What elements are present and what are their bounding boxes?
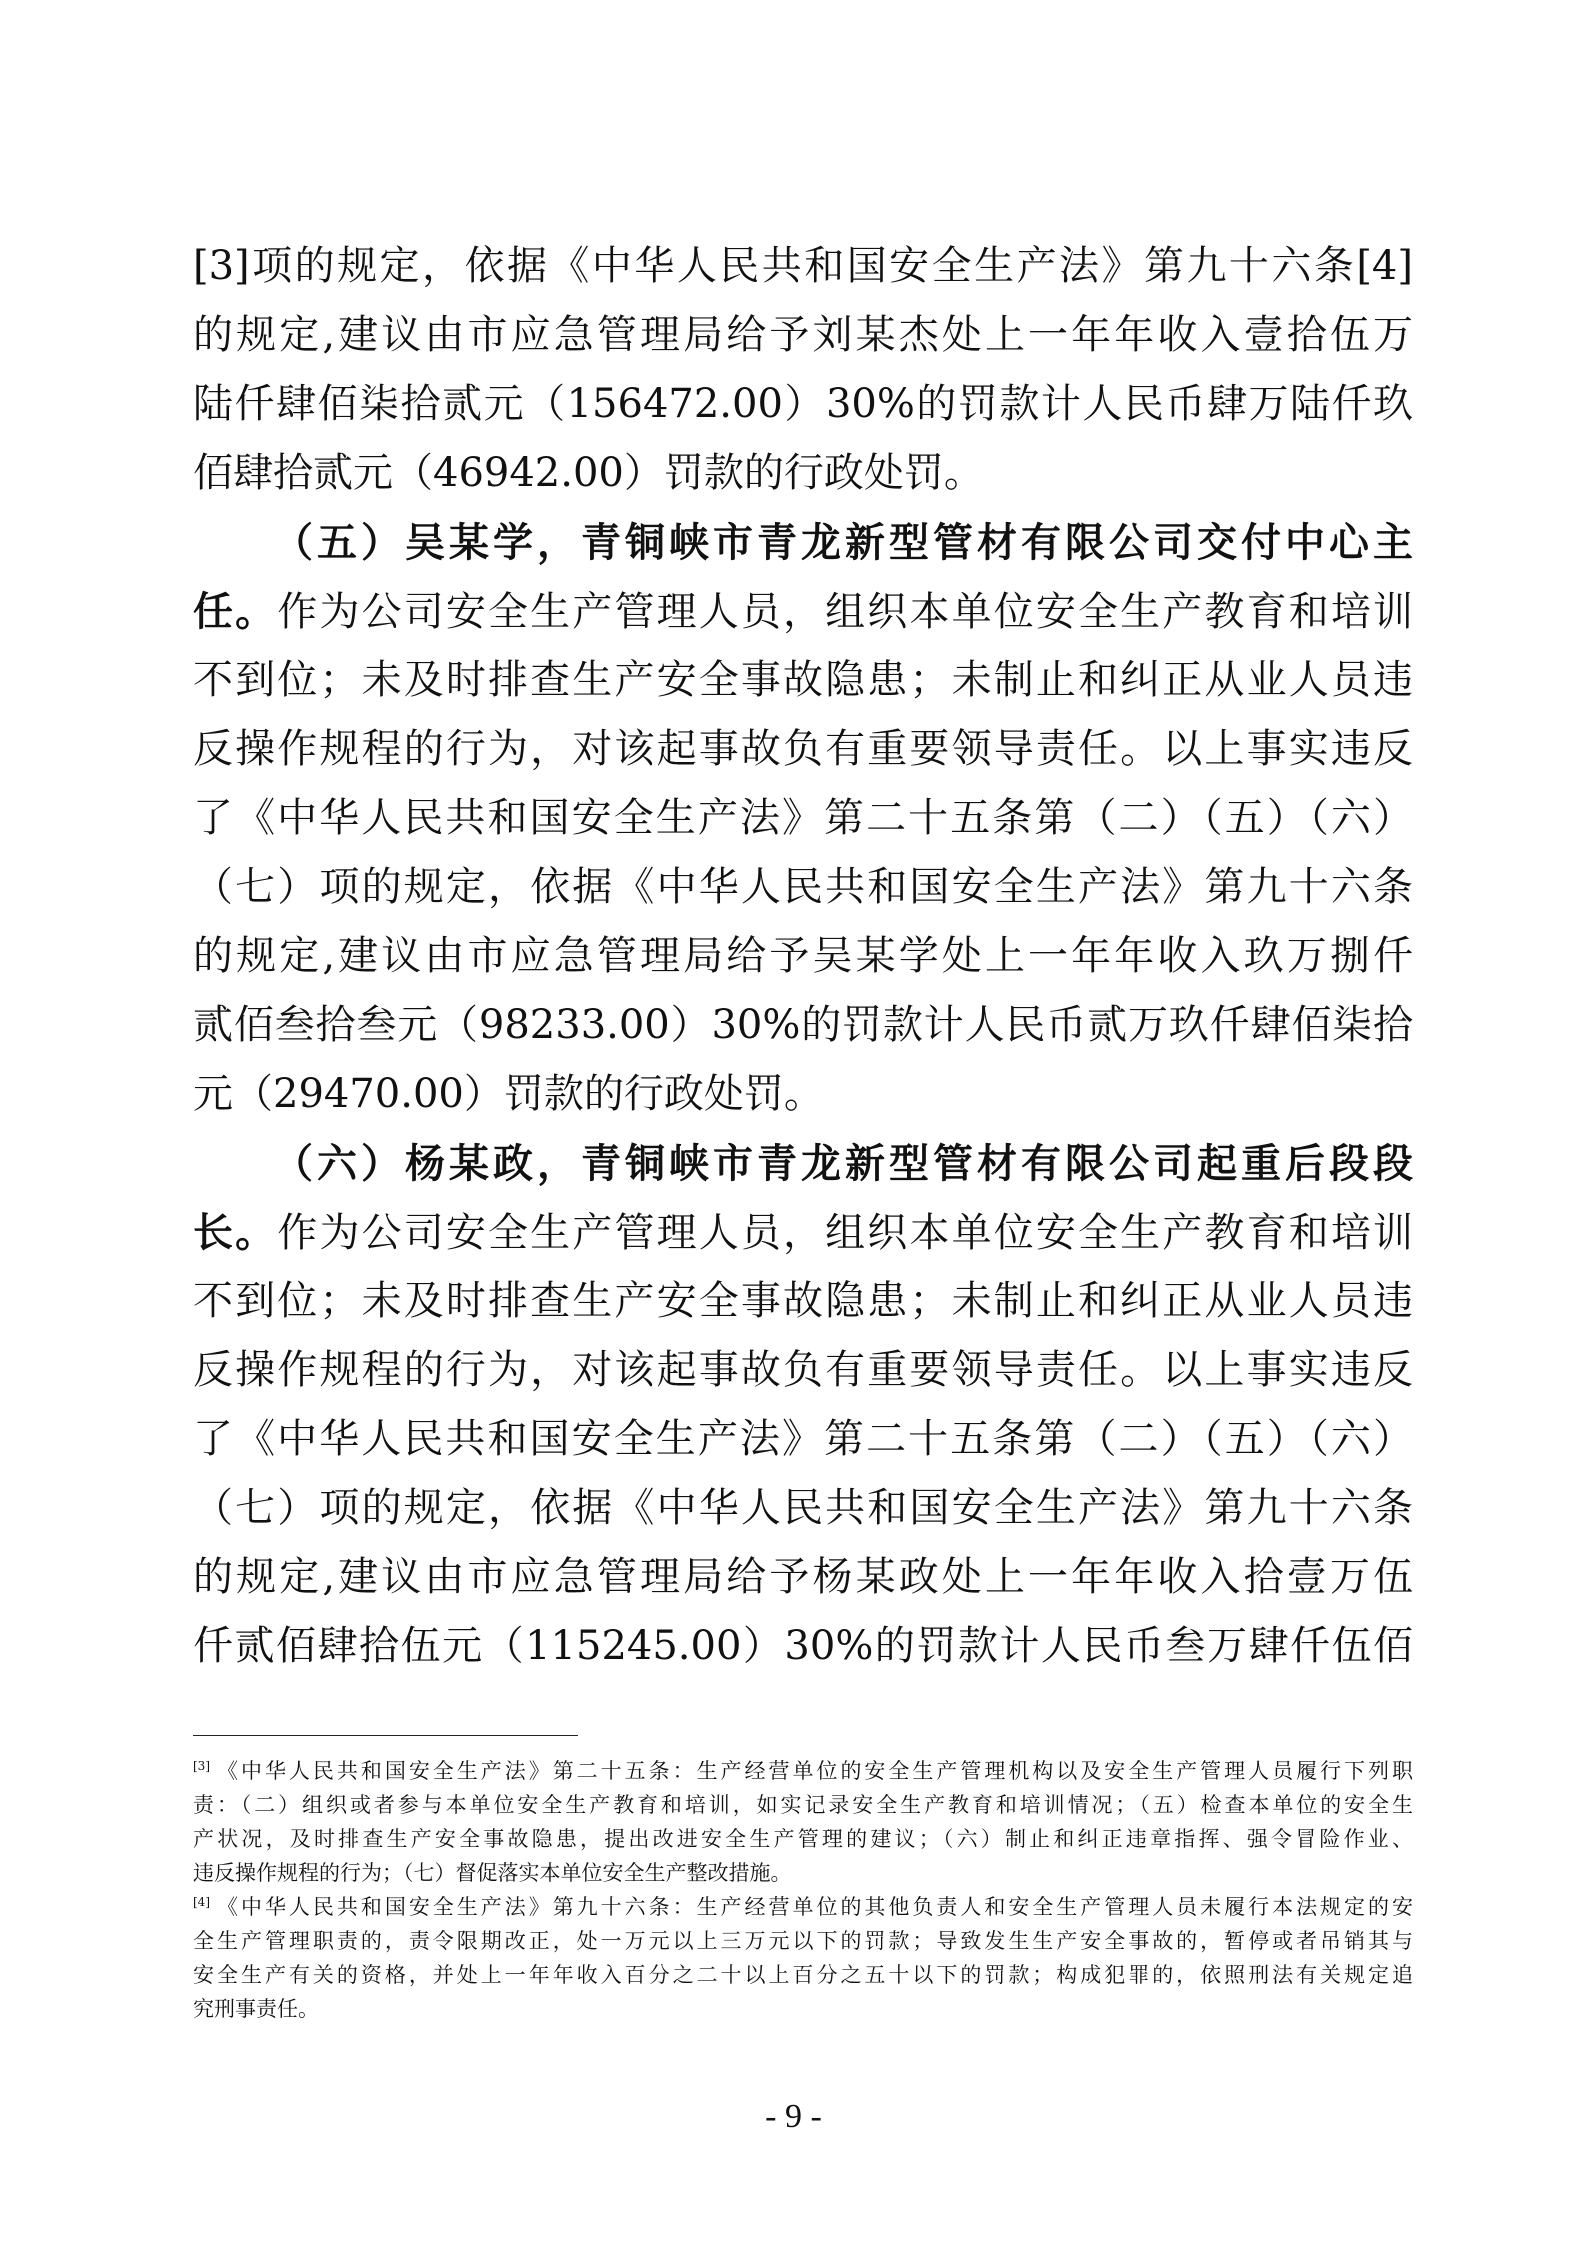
footnote-line: [193, 1890, 1413, 1924]
body-line: 的规定,建议由市应急管理局给予杨某政处上一年年收入拾壹万伍: [193, 1554, 1413, 1600]
body-line: 元（29470.00）罚款的行政处罚。: [193, 1071, 824, 1117]
page-number: - 9 -: [765, 2098, 822, 2135]
body-line: 的规定,建议由市应急管理局给予刘某杰处上一年年收入壹拾伍万: [193, 312, 1413, 358]
footnote-line: [193, 1754, 1413, 1788]
body-line: 不到位；未及时排查生产安全事故隐患；未制止和纠正从业人员违: [193, 657, 1413, 703]
section-heading-wu-end: 任。: [193, 588, 278, 635]
body-text: [193, 232, 1413, 1681]
body-line: 仟贰佰肆拾伍元（115245.00）30%的罚款计人民币叁万肆仟伍佰: [193, 1623, 1413, 1669]
body-line: 了《中华人民共和国安全生产法》第二十五条第（二）（五）（六）: [193, 795, 1413, 841]
body-line: 反操作规程的行为，对该起事故负有重要领导责任。以上事实违反: [193, 726, 1413, 772]
body-line: [193, 1198, 1413, 1267]
body-line: 了《中华人民共和国安全生产法》第二十五条第（二）（五）（六）: [193, 1416, 1413, 1462]
footnote-mark-4: [4]: [193, 1895, 210, 1909]
body-line: 陆仟肆佰柒拾贰元（156472.00）30%的罚款计人民币肆万陆仟玖: [193, 381, 1413, 427]
footnote-separator: [193, 1735, 578, 1736]
footnote-text: 《中华人民共和国安全生产法》第二十五条：生产经营单位的安全生产管理机构以及安全生产管理人员履行下列职: [214, 1759, 1413, 1783]
section-heading-yang-end: 长。: [193, 1209, 278, 1256]
body-line: [3]项的规定，依据《中华人民共和国安全生产法》第九十六条[4]: [193, 243, 1413, 289]
section-heading-wu: （五）吴某学，青铜峡市青龙新型管材有限公司交付中心主: [273, 519, 1413, 566]
body-text-span: 作为公司安全生产管理人员，组织本单位安全生产教育和培训: [277, 1210, 1414, 1256]
footnote-text: 《中华人民共和国安全生产法》第九十六条：生产经营单位的其他负责人和安全生产管理人员未履行本法规定的安: [214, 1895, 1413, 1919]
footnote-line: 究刑事责任。: [193, 1997, 319, 2021]
body-line: 反操作规程的行为，对该起事故负有重要领导责任。以上事实违反: [193, 1347, 1413, 1393]
body-line: 佰肆拾贰元（46942.00）罚款的行政处罚。: [193, 450, 984, 496]
footnote-line: 产状况，及时排查生产安全事故隐患，提出改进安全生产管理的建议；（六）制止和纠正违章指挥、强令冒险作业、: [193, 1827, 1413, 1851]
section-heading-yang: （六）杨某政，青铜峡市青龙新型管材有限公司起重后段段: [273, 1140, 1413, 1187]
body-line: （七）项的规定，依据《中华人民共和国安全生产法》第九十六条: [193, 864, 1413, 910]
footnote-line: 安全生产有关的资格，并处上一年年收入百分之二十以上百分之五十以下的罚款；构成犯罪的，依照刑法有关规定追: [193, 1963, 1413, 1987]
footnote-mark-3: [3]: [193, 1759, 210, 1773]
body-line: 的规定,建议由市应急管理局给予吴某学处上一年年收入玖万捌仟: [193, 933, 1413, 979]
body-line: [193, 577, 1413, 646]
footnote-line: 责：（二）组织或者参与本单位安全生产教育和培训，如实记录安全生产教育和培训情况；（五）检查本单位的安全生: [193, 1793, 1413, 1817]
footnote-line: 违反操作规程的行为；（七）督促落实本单位安全生产整改措施。: [193, 1861, 792, 1885]
body-line: （七）项的规定，依据《中华人民共和国安全生产法》第九十六条: [193, 1485, 1413, 1531]
footnotes: [193, 1754, 1413, 2026]
footnote-line: 全生产管理职责的，责令限期改正，处一万元以上三万元以下的罚款；导致发生生产安全事故的，暂停或者吊销其与: [193, 1929, 1413, 1953]
body-text-span: 作为公司安全生产管理人员，组织本单位安全生产教育和培训: [277, 589, 1414, 635]
body-line: 贰佰叁拾叁元（98233.00）30%的罚款计人民币贰万玖仟肆佰柒拾: [193, 1002, 1413, 1048]
body-line: 不到位；未及时排查生产安全事故隐患；未制止和纠正从业人员违: [193, 1278, 1413, 1324]
